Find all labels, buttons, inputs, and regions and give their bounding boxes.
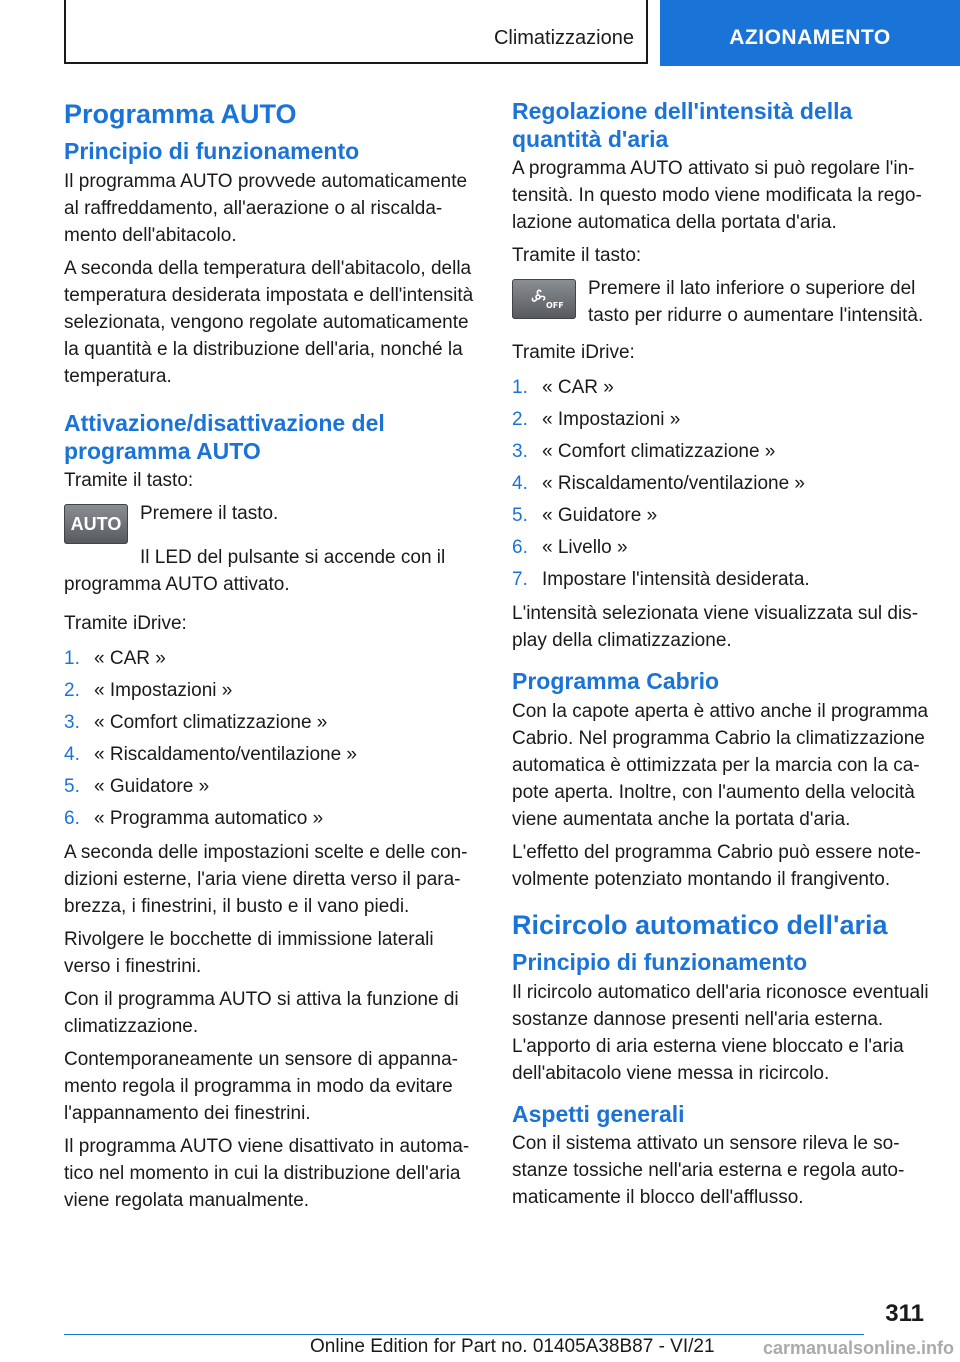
list-item: 1. « CAR » [512,377,614,399]
list-item: 2. « Impostazioni » [512,409,681,431]
heading-general: Aspetti generali [512,1100,685,1127]
fan-off-button-icon [512,279,576,319]
heading-principle: Principio di funzionamento [512,949,808,976]
paragraph: Con il sistema attivato un sensore rileva le sostanze tossiche nell'aria esterna e regola automaticamente il blocco dell'afflusso. [512,1133,905,1209]
list-item: 3. « Comfort climatizzazione » [64,712,328,734]
edition-text: Online Edition for Part no. 01405A38B87 - VI/21 [310,1336,715,1357]
watermark: carmanualsonline.info [762,1338,954,1358]
list-item: 1. « CAR » [64,648,166,670]
paragraph: Il ricircolo automatico dell'aria riconosce eventuali sostanze dannose presenti nell'aria esterna. L'apporto di aria esterna viene bloccato e l'aria dell'abitacolo viene messa in ricircolo. [512,981,929,1084]
idrive-steps [64,643,479,835]
title-auto-program: Programma AUTO [64,99,297,129]
button-instruction: Premere il tasto. [140,503,279,525]
list-item: 5. « Guidatore » [64,776,210,798]
via-button-label: Tramite il tasto: [512,245,642,267]
heading-principle: Principio di funzionamento [64,138,360,165]
chapter-box [64,0,648,64]
list-item: 3. « Comfort climatizzazione » [512,441,776,463]
svg-text:OFF: OFF [546,301,564,311]
via-idrive-label: Tramite iDrive: [64,613,187,635]
paragraph: L'effetto del programma Cabrio può essere notevolmente potenziato montando il frangivento. [512,841,921,890]
heading-intensity: Regolazione dell'intensità della quantità d'aria [512,98,853,152]
chapter-title: Climatizzazione [493,27,634,49]
footer-rule [64,1334,864,1335]
section-tab: AZIONAMENTO [660,0,960,66]
paragraph: Con il programma AUTO si attiva la funzione di climatizzazione. [64,989,459,1038]
left-column [64,98,479,1220]
idrive-steps [512,372,930,596]
paragraph: Rivolgere le bocchette di immissione laterali verso i finestrini. [64,929,434,978]
paragraph: A programma AUTO attivato si può regolare l'intensità. In questo modo viene modificata la regolazione automatica della portata d'aria. [512,158,922,234]
button-instruction: Premere il lato inferiore o superiore del tasto per ridurre o aumentare l'intensità. [588,278,924,327]
paragraph: A seconda della temperatura dell'abitacolo, della temperatura desiderata impostata e dell'intensità selezionata, vengono regolate automaticamente la quantità e la distribuzione dell'aria, nonché la temperatura. [64,257,474,387]
list-item: 2. « Impostazioni » [64,680,233,702]
list-item: 4. « Riscaldamento/ventilazione » [512,473,805,495]
list-item: 7. Impostare l'intensità desiderata. [512,569,810,591]
via-button-label: Tramite il tasto: [64,470,194,492]
led-note: Il LED del pulsante si accende con il programma AUTO attivato. [64,547,446,596]
auto-button-icon: AUTO [64,504,128,544]
fan-button-instruction [512,275,930,329]
heading-activation: Attivazione/disattivazione del programma AUTO [64,409,385,464]
paragraph: L'intensità selezionata viene visualizzata sul display della climatizzazione. [512,603,919,652]
title-recirculation: Ricircolo automatico dell'aria [512,909,888,940]
heading-cabrio: Programma Cabrio [512,668,720,695]
via-idrive-label: Tramite iDrive: [512,342,635,364]
paragraph: Il programma AUTO viene disattivato in automatico nel momento in cui la distribuzione dell'aria viene regolata manualmente. [64,1136,470,1212]
list-item: 6. « Livello » [512,537,628,559]
page-number: 311 [885,1300,924,1327]
paragraph: A seconda delle impostazioni scelte e delle condizioni esterne, l'aria viene diretta verso il parabrezza, i finestrini, il busto e il vano piedi. [64,842,468,918]
paragraph: Contemporaneamente un sensore di appannamento regola il programma in modo da evitare l'appannamento dei finestrini. [64,1049,458,1125]
right-column [512,98,930,1217]
auto-button-instruction [64,500,479,544]
list-item: 6. « Programma automatico » [64,808,324,830]
list-item: 5. « Guidatore » [512,505,658,527]
page-header [64,0,960,66]
paragraph: Con la capote aperta è attivo anche il programma Cabrio. Nel programma Cabrio la climatizzazione automatica è ottimizzata per la marcia con la capote aperta. Inoltre, con l'aumento della velocità viene aumentata anche la portata d'aria. [512,700,929,830]
paragraph: Il programma AUTO provvede automaticamente al raffreddamento, all'aerazione o al riscaldamento dell'abitacolo. [64,170,468,246]
list-item: 4. « Riscaldamento/ventilazione » [64,744,357,766]
